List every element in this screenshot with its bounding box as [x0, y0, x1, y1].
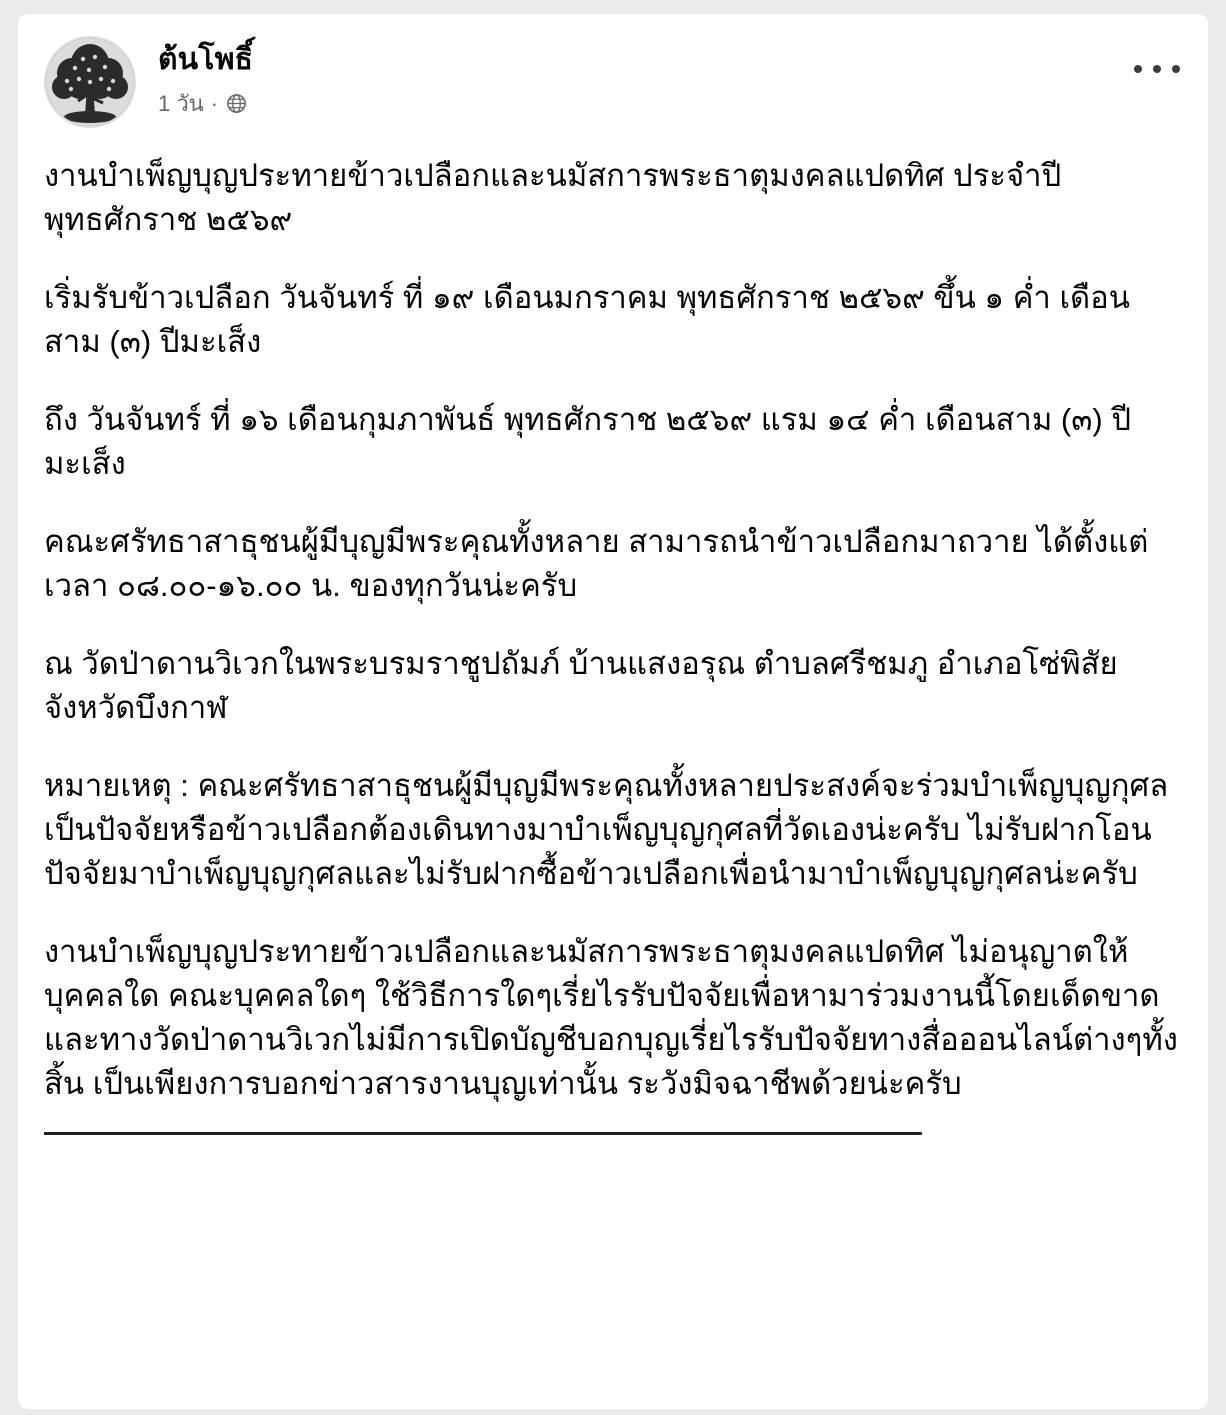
text-divider: [44, 1132, 922, 1135]
post-header: [44, 36, 1182, 140]
post-paragraph: งานบำเพ็ญบุญประทายข้าวเปลือกและนมัสการพระธาตุมงคลแปดทิศ ประจำปี พุทธศักราช ๒๕๖๙: [44, 158, 1062, 238]
post-paragraph: ณ วัดป่าดานวิเวกในพระบรมราชูปถัมภ์ บ้านแสงอรุณ ตำบลศรีชมภู อำเภอโซ่พิสัย จังหวัดบึงกาฬ: [44, 646, 1118, 726]
post-body: [44, 154, 1182, 1135]
post-header-text: [158, 36, 253, 121]
avatar[interactable]: [44, 36, 136, 128]
post-timestamp[interactable]: 1 วัน: [158, 91, 204, 116]
page-name[interactable]: ต้นโพธิ์: [158, 43, 254, 76]
bodhi-tree-avatar-icon: [45, 37, 135, 127]
post-paragraph: หมายเหตุ : คณะศรัทธาสาธุชนผู้มีบุญมีพระคุณทั้งหลายประสงค์จะร่วมบำเพ็ญบุญกุศลเป็นปัจจัยหรือข้าวเปลือกต้องเดินทางมาบำเพ็ญบุญกุศลที่วัดเองน่ะครับ ไม่รับฝากโอนปัจจัยมาบำเพ็ญบุญกุศลและไม่รับฝากซื้อข้าวเปลือกเพื่อนำมาบำเพ็ญบุญกุศลน่ะครับ: [44, 768, 1169, 892]
post-paragraph: งานบำเพ็ญบุญประทายข้าวเปลือกและนมัสการพระธาตุมงคลแปดทิศ ไม่อนุญาตให้บุคคลใด คณะบุคคลใดๆ ใช้วิธีการใดๆเรี่ยไรรับปัจจัยเพื่อหามาร่วมงานนี้โดยเด็ดขาด และทางวัดป่าดานวิเวกไม่มีการเปิดบัญชีบอกบุญเรี่ยไรรับปัจจัยทางสื่อออนไลน์ต่างๆทั้งสิ้น เป็นเพียงการบอกข่าวสารงานบุญเท่านั้น ระวังมิจฉาชีพด้วยน่ะครับ: [44, 934, 1178, 1102]
more-options-icon[interactable]: [1134, 54, 1180, 84]
post-meta: [158, 86, 253, 121]
post-paragraph: ถึง วันจันทร์ ที่ ๑๖ เดือนกุมภาพันธ์ พุทธศักราช ๒๕๖๙ แรม ๑๔ ค่ำ เดือนสาม (๓) ปีมะเส็ง: [44, 402, 1131, 482]
post-paragraph: เริ่มรับข้าวเปลือก วันจันทร์ ที่ ๑๙ เดือนมกราคม พุทธศักราช ๒๕๖๙ ขึ้น ๑ ค่ำ เดือนสาม (๓) ปีมะเส็ง: [44, 280, 1130, 360]
post-card: [18, 14, 1208, 1409]
post-paragraph: คณะศรัทธาสาธุชนผู้มีบุญมีพระคุณทั้งหลาย สามารถนำข้าวเปลือกมาถวาย ได้ตั้งแต่เวลา ๐๘.๐๐-๑๖.๐๐ น. ของทุกวันน่ะครับ: [44, 524, 1149, 604]
globe-icon[interactable]: [225, 93, 247, 115]
meta-separator: ·: [210, 90, 219, 116]
